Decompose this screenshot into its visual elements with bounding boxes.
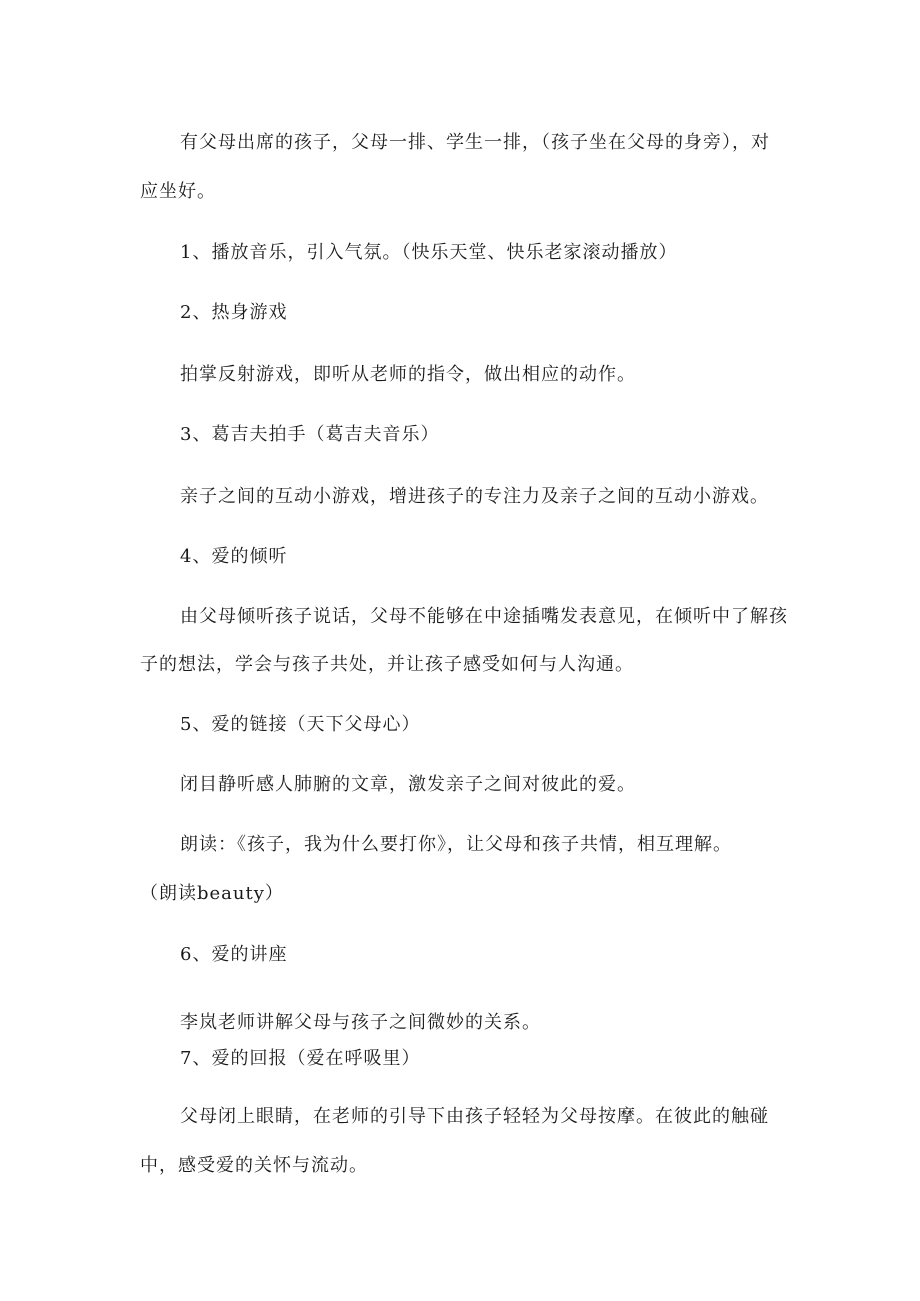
step-2-heading: 2、热身游戏	[180, 302, 288, 323]
step-5-reading-line-1: 朗读：《孩子，我为什么要打你》，让父母和孩子共情，相互理解。	[180, 834, 732, 855]
step-6-description: 李岚老师讲解父母与孩子之间微妙的关系。	[180, 1012, 541, 1033]
step-1-heading: 1、播放音乐，引入气氛。（快乐天堂、快乐老家滚动播放）	[180, 242, 678, 263]
step-4-description-line-1: 由父母倾听孩子说话，父母不能够在中途插嘴发表意见，在倾听中了解孩	[180, 606, 788, 627]
paragraph-seating-line-1: 有父母出席的孩子，父母一排、学生一排，（孩子坐在父母的身旁），对	[180, 132, 770, 153]
step-5-reading-line-2: （朗读beauty）	[140, 883, 284, 904]
paragraph-seating-line-2: 应坐好。	[140, 181, 216, 202]
step-2-description: 拍掌反射游戏，即听从老师的指令，做出相应的动作。	[180, 364, 636, 385]
step-4-description-line-2: 子的想法，学会与孩子共处，并让孩子感受如何与人沟通。	[140, 654, 634, 675]
step-4-heading: 4、爱的倾听	[180, 546, 288, 567]
step-3-description: 亲子之间的互动小游戏，增进孩子的专注力及亲子之间的互动小游戏。	[180, 486, 769, 507]
step-5-heading: 5、爱的链接（天下父母心）	[180, 714, 421, 735]
step-6-heading: 6、爱的讲座	[180, 944, 288, 965]
step-7-description-line-1: 父母闭上眼睛，在老师的引导下由孩子轻轻为父母按摩。在彼此的触碰	[180, 1106, 769, 1127]
step-3-heading: 3、葛吉夫拍手（葛吉夫音乐）	[180, 424, 440, 445]
step-7-description-line-2: 中，感受爱的关怀与流动。	[140, 1155, 368, 1176]
step-5-description: 闭目静听感人肺腑的文章，激发亲子之间对彼此的爱。	[180, 774, 636, 795]
step-7-heading: 7、爱的回报（爱在呼吸里）	[180, 1048, 421, 1069]
